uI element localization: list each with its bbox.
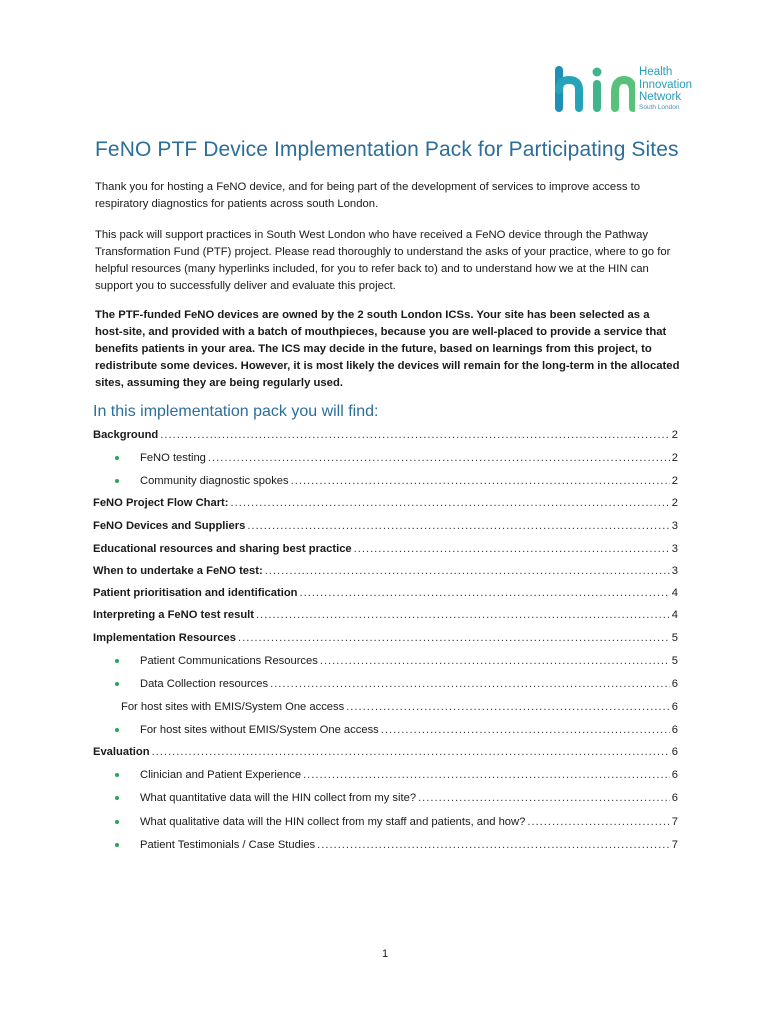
- toc-leader-dots: [208, 450, 670, 466]
- toc-leader-dots: [527, 814, 669, 830]
- intro-paragraph: Thank you for hosting a FeNO device, and for being part of the development of services to improve access to respiratory diagnostics for patients across south London.: [95, 181, 641, 210]
- toc-leader-dots: [238, 630, 670, 646]
- toc-entry-page: 4: [671, 609, 678, 621]
- bullet-icon: [115, 682, 119, 686]
- toc-entry-feno-testing[interactable]: [140, 450, 678, 466]
- toc-entry-label: Implementation Resources: [93, 632, 236, 644]
- toc-entry-patient-communications[interactable]: [140, 653, 678, 669]
- toc-entry-label: Data Collection resources: [140, 678, 269, 690]
- toc-leader-dots: [256, 607, 670, 623]
- toc-entry-label: What qualitative data will the HIN collect from my staff and patients, and how?: [140, 816, 526, 828]
- toc-leader-dots: [231, 495, 670, 511]
- toc-entry-evaluation[interactable]: [93, 744, 678, 760]
- toc-entry-page: 6: [671, 769, 678, 781]
- toc-leader-dots: [152, 744, 670, 760]
- toc-entry-label: What quantitative data will the HIN collect from my site?: [140, 792, 417, 804]
- bullet-icon: [115, 773, 119, 777]
- toc-heading: In this implementation pack you will find:: [93, 403, 379, 420]
- bullet-icon: [115, 659, 119, 663]
- toc-entry-when-to-test[interactable]: [93, 563, 678, 579]
- toc-leader-dots: [270, 676, 670, 692]
- toc-leader-dots: [346, 699, 670, 715]
- bullet-icon: [115, 456, 119, 460]
- toc-entry-label: Background: [93, 429, 159, 441]
- toc-entry-label: Interpreting a FeNO test result: [93, 609, 255, 621]
- toc-leader-dots: [320, 653, 670, 669]
- toc-entry-label: When to undertake a FeNO test:: [93, 565, 263, 577]
- toc-entry-page: 5: [671, 655, 678, 667]
- toc-entry-label: FeNO Devices and Suppliers: [93, 520, 246, 532]
- toc-entry-clinician-patient-experience[interactable]: [140, 767, 678, 783]
- toc-entry-page: 3: [671, 565, 678, 577]
- toc-entry-devices-suppliers[interactable]: [93, 518, 678, 534]
- toc-leader-dots: [300, 585, 670, 601]
- hin-logo-text: [639, 66, 692, 112]
- toc-entry-page: 2: [671, 452, 678, 464]
- toc-leader-dots: [291, 473, 670, 489]
- toc-entry-community-diagnostic-spokes[interactable]: [140, 473, 678, 489]
- toc-entry-page: 5: [671, 632, 678, 644]
- toc-entry-label: Patient Communications Resources: [140, 655, 318, 667]
- toc-entry-data-collection[interactable]: [140, 676, 678, 692]
- toc-entry-label: FeNO Project Flow Chart:: [93, 497, 229, 509]
- toc-entry-page: 6: [671, 701, 678, 713]
- toc-entry-label: Community diagnostic spokes: [140, 475, 289, 487]
- toc-entry-without-emis[interactable]: [140, 722, 678, 738]
- toc-entry-page: 6: [671, 678, 678, 690]
- bullet-icon: [115, 796, 119, 800]
- logo-line-south-london: South London: [639, 103, 680, 111]
- toc-entry-page: 6: [671, 724, 678, 736]
- toc-entry-label: Clinician and Patient Experience: [140, 769, 302, 781]
- toc-entry-patient-prioritisation[interactable]: [93, 585, 678, 601]
- toc-entry-label: Patient prioritisation and identification: [93, 587, 298, 599]
- toc-entry-label: Educational resources and sharing best practice: [93, 543, 352, 555]
- toc-entry-page: 2: [671, 429, 678, 441]
- toc-entry-background[interactable]: [93, 427, 678, 443]
- toc-entry-educational-resources[interactable]: [93, 541, 678, 557]
- logo-line-network: Network: [639, 91, 682, 103]
- toc-leader-dots: [354, 541, 670, 557]
- hin-logo-mark: [553, 66, 635, 114]
- toc-entry-flow-chart[interactable]: [93, 495, 678, 511]
- toc-leader-dots: [381, 722, 670, 738]
- toc-entry-page: 3: [671, 543, 678, 555]
- toc-entry-patient-testimonials[interactable]: [140, 837, 678, 853]
- toc-leader-dots: [247, 518, 669, 534]
- bullet-icon: [115, 728, 119, 732]
- toc-entry-page: 6: [671, 792, 678, 804]
- toc-entry-label: For host sites with EMIS/System One access: [121, 701, 345, 713]
- document-title: FeNO PTF Device Implementation Pack for Participating Sites: [95, 138, 679, 161]
- page-number: 1: [381, 948, 389, 960]
- toc-entry-page: 2: [671, 475, 678, 487]
- toc-entry-interpreting-result[interactable]: [93, 607, 678, 623]
- toc-leader-dots: [418, 790, 670, 806]
- toc-entry-implementation-resources[interactable]: [93, 630, 678, 646]
- logo-line-innovation: Innovation: [639, 78, 693, 91]
- toc-leader-dots: [265, 563, 670, 579]
- bullet-icon: [115, 479, 119, 483]
- toc-entry-with-emis[interactable]: [121, 699, 678, 715]
- toc-entry-page: 7: [671, 816, 678, 828]
- toc-entry-page: 7: [671, 839, 678, 851]
- bullet-icon: [115, 820, 119, 824]
- toc-entry-qualitative-data[interactable]: [140, 814, 678, 830]
- toc-entry-label: For host sites without EMIS/System One access: [140, 724, 379, 736]
- ownership-paragraph: The PTF-funded FeNO devices are owned by the 2 south London ICSs. Your site has been selected as a host-site, and provided with a batch of mouthpieces, because you are well-placed to provide a service that benefits patients in your area. The ICS may decide in the future, based on learnings from this project, to redistribute some devices. However, it is most likely the devices will remain for the long-term in the allocated sites, assuming they are being regularly used.: [95, 309, 680, 389]
- toc-leader-dots: [317, 837, 670, 853]
- toc-entry-quantitative-data[interactable]: [140, 790, 678, 806]
- toc-entry-label: FeNO testing: [140, 452, 206, 464]
- toc-leader-dots: [303, 767, 670, 783]
- toc-entry-label: Evaluation: [93, 746, 150, 758]
- toc-entry-label: Patient Testimonials / Case Studies: [140, 839, 316, 851]
- bullet-icon: [115, 843, 119, 847]
- hin-logo: [553, 66, 713, 116]
- toc-entry-page: 3: [671, 520, 678, 532]
- support-paragraph: This pack will support practices in South West London who have received a FeNO device through the Pathway Transformation Fund (PTF) project. Please read thoroughly to understand the asks of your practice, where to go for helpful resources (many hyperlinks included, for you to refer back to) and to understand how we at the HIN can support you to successfully deliver and evaluate this project.: [95, 229, 671, 292]
- toc-entry-page: 2: [671, 497, 678, 509]
- toc-entry-page: 4: [671, 587, 678, 599]
- toc-entry-page: 6: [671, 746, 678, 758]
- toc-leader-dots: [160, 427, 669, 443]
- logo-line-health: Health: [639, 66, 673, 78]
